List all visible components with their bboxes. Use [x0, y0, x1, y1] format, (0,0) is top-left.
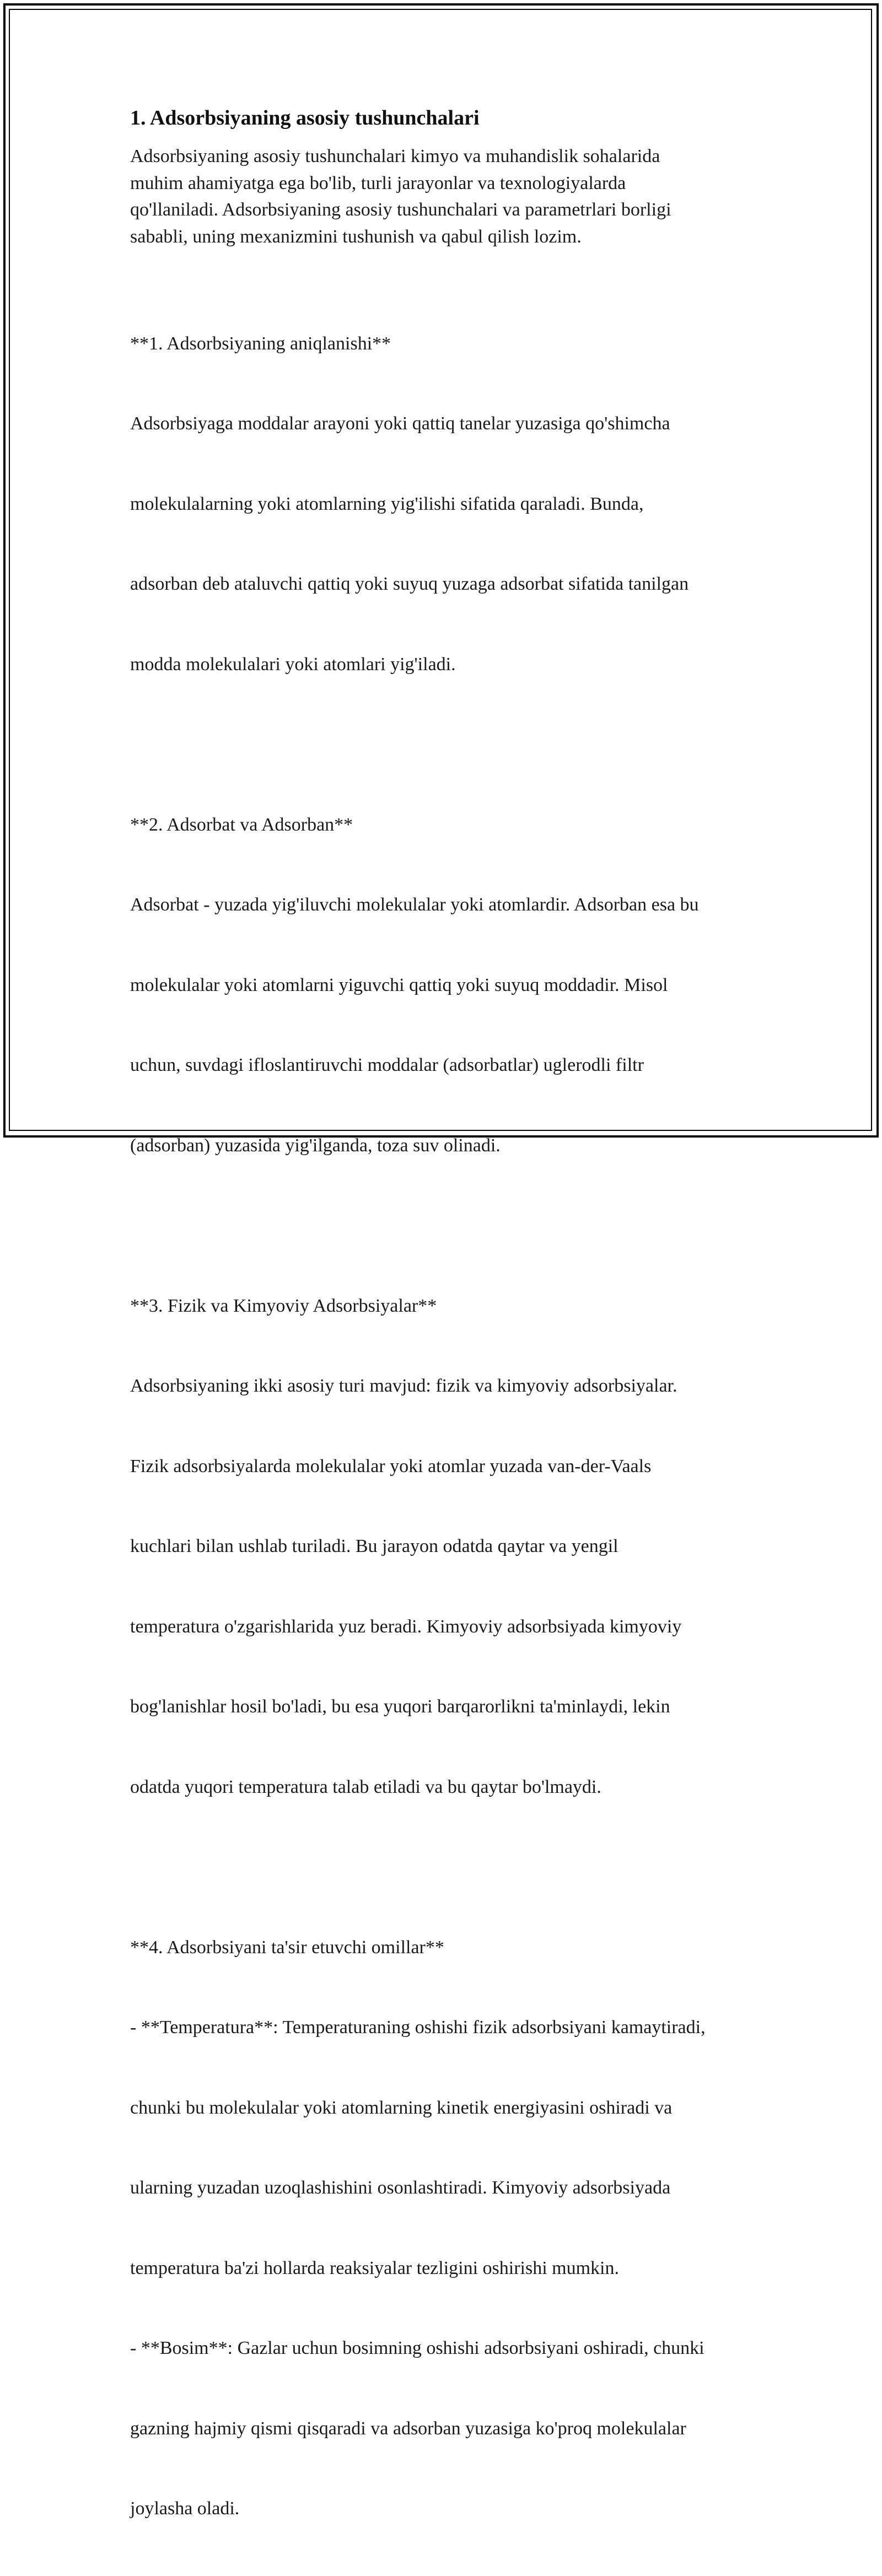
- intro-line: muhim ahamiyatga ega bo'lib, turli jarayonlar va texnologiyalarda: [130, 173, 626, 193]
- section-line: adsorban deb ataluvchi qattiq yoki suyuq yuzaga adsorbat sifatida tanilgan: [130, 574, 689, 594]
- intro-paragraph: [130, 143, 775, 250]
- section-line: Fizik adsorbsiyalarda molekulalar yoki atomlar yuzada van-der-Vaals: [130, 1456, 652, 1476]
- section-line: Adsorbat - yuzada yig'iluvchi molekulalar yoki atomlardir. Adsorban esa bu: [130, 894, 699, 915]
- section-line: temperatura o'zgarishlarida yuz beradi. Kimyoviy adsorbsiyada kimyoviy: [130, 1616, 682, 1637]
- section-title: **4. Adsorbsiyani ta'sir etuvchi omillar**: [130, 1937, 444, 1958]
- section-line: kuchlari bilan ushlab turiladi. Bu jarayon odatda qaytar va yengil: [130, 1536, 619, 1556]
- document-heading: 1. Adsorbsiyaning asosiy tushunchalari: [130, 106, 480, 130]
- section-factors: [130, 1881, 775, 2576]
- section-physical-chemical: [130, 1240, 775, 1855]
- document-body: [130, 104, 775, 2576]
- section-line: modda molekulalari yoki atomlari yig'iladi.: [130, 654, 456, 675]
- section-definition: [130, 277, 775, 732]
- section-line: bog'lanishlar hosil bo'ladi, bu esa yuqori barqarorlikni ta'minlaydi, lekin: [130, 1696, 670, 1717]
- section-line: temperatura ba'zi hollarda reaksiyalar tezligini oshirishi mumkin.: [130, 2257, 620, 2278]
- section-line: molekulalarning yoki atomlarning yig'ilishi sifatida qaraladi. Bunda,: [130, 493, 644, 514]
- section-line: Adsorbsiyaga moddalar arayoni yoki qattiq tanelar yuzasiga qo'shimcha: [130, 413, 670, 434]
- section-line: Adsorbsiyaning ikki asosiy turi mavjud: fizik va kimyoviy adsorbsiyalar.: [130, 1376, 677, 1396]
- section-line: - **Temperatura**: Temperaturaning oshishi fizik adsorbsiyani kamaytiradi,: [130, 2017, 706, 2038]
- section-line: gazning hajmiy qismi qisqaradi va adsorban yuzasiga ko'proq molekulalar: [130, 2418, 686, 2439]
- section-line: - **Bosim**: Gazlar uchun bosimning oshishi adsorbsiyani oshiradi, chunki: [130, 2338, 704, 2358]
- intro-line: sababli, uning mexanizmini tushunish va qabul qilish lozim.: [130, 226, 582, 247]
- section-title: **1. Adsorbsiyaning aniqlanishi**: [130, 333, 391, 354]
- section-line: molekulalar yoki atomlarni yiguvchi qattiq yoki suyuq moddadir. Misol: [130, 974, 668, 995]
- section-adsorbat-adsorban: [130, 758, 775, 1213]
- section-title: **3. Fizik va Kimyoviy Adsorbsiyalar**: [130, 1295, 437, 1316]
- intro-line: Adsorbsiyaning asosiy tushunchalari kimyo va muhandislik sohalarida: [130, 146, 660, 166]
- section-line: (adsorban) yuzasida yig'ilganda, toza suv olinadi.: [130, 1135, 501, 1156]
- section-line: odatda yuqori temperatura talab etiladi va bu qaytar bo'lmaydi.: [130, 1776, 601, 1797]
- section-line: joylasha oladi.: [130, 2498, 240, 2519]
- section-line: ularning yuzadan uzoqlashishini osonlashtiradi. Kimyoviy adsorbsiyada: [130, 2178, 671, 2198]
- section-line: uchun, suvdagi ifloslantiruvchi moddalar (adsorbatlar) uglerodli filtr: [130, 1055, 644, 1075]
- section-title: **2. Adsorbat va Adsorban**: [130, 814, 353, 835]
- section-line: chunki bu molekulalar yoki atomlarning kinetik energiyasini oshiradi va: [130, 2097, 673, 2118]
- intro-line: qo'llaniladi. Adsorbsiyaning asosiy tushunchalari va parametrlari borligi: [130, 200, 671, 220]
